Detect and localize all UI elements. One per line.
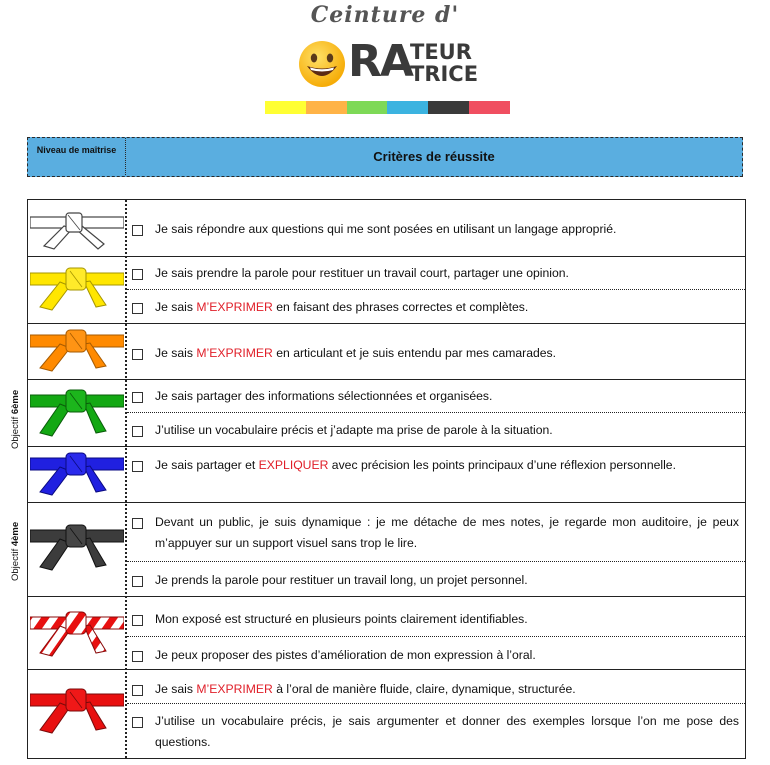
- level-header: Niveau de maîtrise: [28, 138, 126, 175]
- orange-belt-icon: [30, 328, 124, 374]
- black-belt-icon: [30, 521, 124, 575]
- side-label-4eme: [10, 522, 21, 581]
- sub-separator: [127, 636, 745, 637]
- criterion-checkbox[interactable]: [132, 576, 143, 587]
- sub-separator: [127, 289, 745, 290]
- criterion-highlight: M’EXPRIMER: [196, 682, 273, 696]
- row-separator: [28, 502, 745, 503]
- criterion-item: [132, 612, 739, 630]
- criterion-highlight: M’EXPRIMER: [196, 346, 273, 360]
- row-separator: [28, 256, 745, 257]
- criterion-text: [155, 711, 739, 753]
- row-separator: [28, 669, 745, 670]
- row-separator: [28, 596, 745, 597]
- criterion-item: [132, 389, 739, 407]
- criterion-item: [132, 515, 739, 554]
- criterion-text: [155, 455, 676, 476]
- red-belt-icon: [30, 686, 124, 738]
- criterion-text: [155, 297, 528, 318]
- criterion-text: [155, 645, 536, 666]
- strip-red: [469, 101, 510, 114]
- criterion-text-part: Je sais: [155, 346, 197, 360]
- white-belt-icon: [30, 204, 124, 250]
- criterion-item: [132, 423, 739, 441]
- sub-separator: [127, 412, 745, 413]
- criterion-item: [132, 682, 739, 700]
- criterion-text-part: J’utilise un vocabulaire précis, je sais argumenter et donner des exemples lorsque l’on me pose des questions.: [155, 714, 739, 749]
- criterion-checkbox[interactable]: [132, 426, 143, 437]
- criteria-header: Critères de réussite: [373, 149, 495, 164]
- criterion-text: [155, 570, 528, 591]
- criterion-text: [155, 263, 569, 284]
- criterion-text-part: Devant un public, je suis dynamique : je me détache de mes notes, je regarde mon auditoire, je peux m’appuyer sur un support visuel sans trop le lire.: [155, 515, 739, 550]
- criterion-text-part: J’utilise un vocabulaire précis et j’adapte ma prise de parole à la situation.: [155, 423, 553, 437]
- side-label-4eme-bold: 4ème: [10, 521, 21, 547]
- strip-green: [347, 101, 388, 114]
- criterion-highlight: M’EXPRIMER: [196, 300, 273, 314]
- criterion-checkbox[interactable]: [132, 651, 143, 662]
- criterion-text-part: Je sais partager des informations sélectionnées et organisées.: [155, 389, 493, 403]
- side-label-6eme: [10, 390, 21, 449]
- strip-black: [428, 101, 469, 114]
- criterion-text: [155, 343, 556, 364]
- sub-separator: [127, 703, 745, 704]
- criterion-text-part: Mon exposé est structuré en plusieurs points clairement identifiables.: [155, 612, 528, 626]
- criterion-text-part: Je sais partager et: [155, 458, 259, 472]
- blue-belt-icon: [30, 452, 124, 498]
- criterion-text-part: Je sais: [155, 300, 197, 314]
- logo-trice-text: TRICE: [410, 62, 479, 86]
- criterion-text: [155, 512, 739, 554]
- row-separator: [28, 323, 745, 324]
- column-divider: [125, 200, 127, 758]
- criterion-item: [132, 266, 739, 284]
- criterion-checkbox[interactable]: [132, 392, 143, 403]
- criterion-text: [155, 219, 616, 240]
- criterion-checkbox[interactable]: [132, 303, 143, 314]
- criterion-text-part: Je sais: [155, 682, 197, 696]
- row-separator: [28, 379, 745, 380]
- criterion-checkbox[interactable]: [132, 518, 143, 529]
- criterion-checkbox[interactable]: [132, 717, 143, 728]
- side-label-4eme-prefix: Objectif: [10, 546, 21, 581]
- yellow-belt-icon: [30, 265, 124, 313]
- criterion-checkbox[interactable]: [132, 615, 143, 626]
- logo-teur-text: TEUR: [410, 40, 472, 64]
- logo-ra-text: RA: [348, 36, 412, 87]
- criterion-text-part: Je sais répondre aux questions qui me sont posées en utilisant un langage approprié.: [155, 222, 617, 236]
- criterion-text-part: Je sais prendre la parole pour restituer un travail court, partager une opinion.: [155, 266, 569, 280]
- criterion-highlight: EXPLIQUER: [258, 458, 329, 472]
- criterion-text-part: en faisant des phrases correctes et complètes.: [272, 300, 529, 314]
- criterion-item: [132, 648, 739, 666]
- smiley-emoji-icon: [298, 40, 346, 88]
- criterion-item: [132, 222, 739, 240]
- strip-yellow: [265, 101, 306, 114]
- criterion-checkbox[interactable]: [132, 269, 143, 280]
- color-strip: [265, 101, 510, 114]
- criterion-text-part: avec précision les points principaux d’une réflexion personnelle.: [328, 458, 676, 472]
- red-white-belt-icon: [30, 609, 124, 661]
- criterion-text: [155, 679, 576, 700]
- criterion-item: [132, 300, 739, 318]
- row-separator: [28, 446, 745, 447]
- criterion-text-part: à l’oral de manière fluide, claire, dynamique, structurée.: [272, 682, 576, 696]
- criteria-table: [27, 199, 746, 759]
- criterion-checkbox[interactable]: [132, 349, 143, 360]
- sub-separator: [127, 561, 745, 562]
- criterion-item: [132, 458, 739, 476]
- criterion-text-part: Je prends la parole pour restituer un travail long, un projet personnel.: [155, 573, 528, 587]
- green-belt-icon: [30, 385, 124, 441]
- criterion-text: [155, 420, 553, 441]
- criterion-text: [155, 609, 528, 630]
- criterion-item: [132, 573, 739, 591]
- strip-blue: [387, 101, 428, 114]
- strip-orange: [306, 101, 347, 114]
- criterion-checkbox[interactable]: [132, 225, 143, 236]
- logo-script-title: Ceinture d': [310, 2, 460, 28]
- table-header: [27, 137, 743, 177]
- criterion-text: [155, 386, 492, 407]
- side-label-6eme-bold: 6ème: [10, 389, 21, 415]
- criterion-item: [132, 714, 739, 753]
- criterion-item: [132, 346, 739, 364]
- criterion-checkbox[interactable]: [132, 461, 143, 472]
- side-label-6eme-prefix: Objectif: [10, 414, 21, 449]
- criterion-text-part: en articulant et je suis entendu par mes camarades.: [272, 346, 557, 360]
- criterion-checkbox[interactable]: [132, 685, 143, 696]
- criterion-text-part: Je peux proposer des pistes d’amélioration de mon expression à l’oral.: [155, 648, 536, 662]
